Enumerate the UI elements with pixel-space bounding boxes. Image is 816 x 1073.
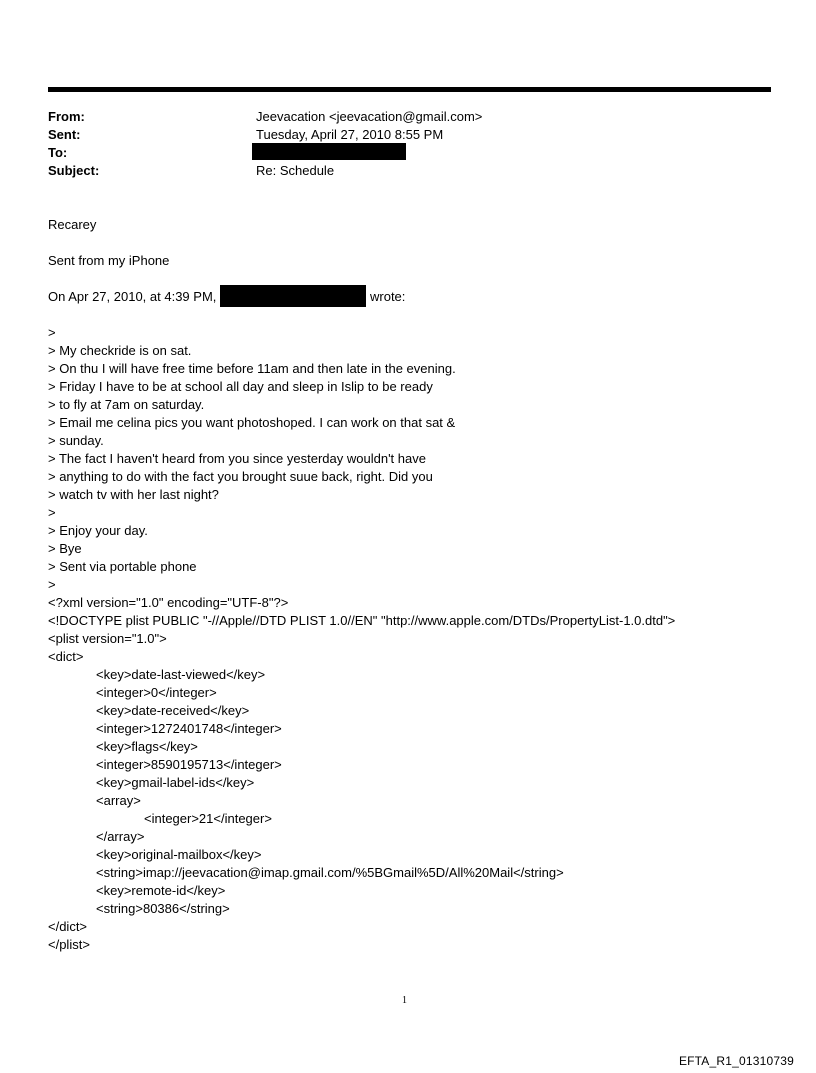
- quoted-line: > On thu I will have free time before 11am and then late in the evening.: [48, 361, 456, 376]
- xml-line: <key>date-last-viewed</key>: [96, 667, 266, 682]
- xml-line: <integer>0</integer>: [96, 685, 217, 700]
- xml-line: <string>80386</string>: [96, 901, 230, 916]
- quote-intro-suffix: wrote:: [370, 289, 406, 304]
- quoted-line: > to fly at 7am on saturday.: [48, 397, 205, 412]
- quoted-line: >: [48, 577, 56, 592]
- from-label: From:: [48, 109, 85, 124]
- xml-line: <string>imap://jeevacation@imap.gmail.com/%5BGmail%5D/All%20Mail</string>: [96, 865, 564, 880]
- xml-line: <dict>: [48, 649, 84, 664]
- page-number: 1: [402, 995, 407, 1006]
- xml-line: <key>gmail-label-ids</key>: [96, 775, 255, 790]
- quoted-line: >: [48, 325, 56, 340]
- reply-text: Recarey: [48, 217, 97, 232]
- quoted-line: > My checkride is on sat.: [48, 343, 192, 358]
- xml-line: </array>: [96, 829, 145, 844]
- xml-line: <key>remote-id</key>: [96, 883, 226, 898]
- quoted-line: > Friday I have to be at school all day and sleep in Islip to be ready: [48, 379, 433, 394]
- xml-line: <?xml version="1.0" encoding="UTF-8"?>: [48, 595, 289, 610]
- from-value: Jeevacation <jeevacation@gmail.com>: [256, 109, 483, 124]
- quoted-line: >: [48, 505, 56, 520]
- xml-line: </dict>: [48, 919, 88, 934]
- quoted-line: > Sent via portable phone: [48, 559, 197, 574]
- xml-line: <array>: [96, 793, 141, 808]
- to-label: To:: [48, 145, 68, 160]
- xml-line: <!DOCTYPE plist PUBLIC "-//Apple//DTD PLIST 1.0//EN" "http://www.apple.com/DTDs/PropertyList-1.0.dtd">: [48, 613, 676, 628]
- quote-intro-prefix: On Apr 27, 2010, at 4:39 PM,: [48, 289, 217, 304]
- xml-line: <key>original-mailbox</key>: [96, 847, 262, 862]
- xml-line: <integer>8590195713</integer>: [96, 757, 282, 772]
- sent-label: Sent:: [48, 127, 81, 142]
- sender-redaction-box: [220, 285, 366, 307]
- xml-line: <integer>1272401748</integer>: [96, 721, 282, 736]
- quoted-line: > Bye: [48, 541, 82, 556]
- quoted-line: > Enjoy your day.: [48, 523, 148, 538]
- subject-value: Re: Schedule: [256, 163, 335, 178]
- quoted-line: > The fact I haven't heard from you since yesterday wouldn't have: [48, 451, 426, 466]
- quoted-line: > watch tv with her last night?: [48, 487, 219, 502]
- xml-line: <key>flags</key>: [96, 739, 198, 754]
- xml-line: <integer>21</integer>: [144, 811, 272, 826]
- xml-line: <key>date-received</key>: [96, 703, 250, 718]
- quoted-line: > anything to do with the fact you brought suue back, right. Did you: [48, 469, 433, 484]
- xml-line: </plist>: [48, 937, 90, 952]
- bates-stamp: EFTA_R1_01310739: [678, 1054, 794, 1068]
- signature-text: Sent from my iPhone: [48, 253, 170, 268]
- quote-intro: [48, 288, 216, 306]
- quoted-line: > sunday.: [48, 433, 104, 448]
- subject-label: Subject:: [48, 163, 100, 178]
- xml-line: <plist version="1.0">: [48, 631, 167, 646]
- quoted-line: > Email me celina pics you want photoshoped. I can work on that sat &: [48, 415, 456, 430]
- to-redaction-box: [252, 143, 406, 160]
- sent-value: Tuesday, April 27, 2010 8:55 PM: [256, 127, 444, 142]
- header-rule: [48, 87, 771, 92]
